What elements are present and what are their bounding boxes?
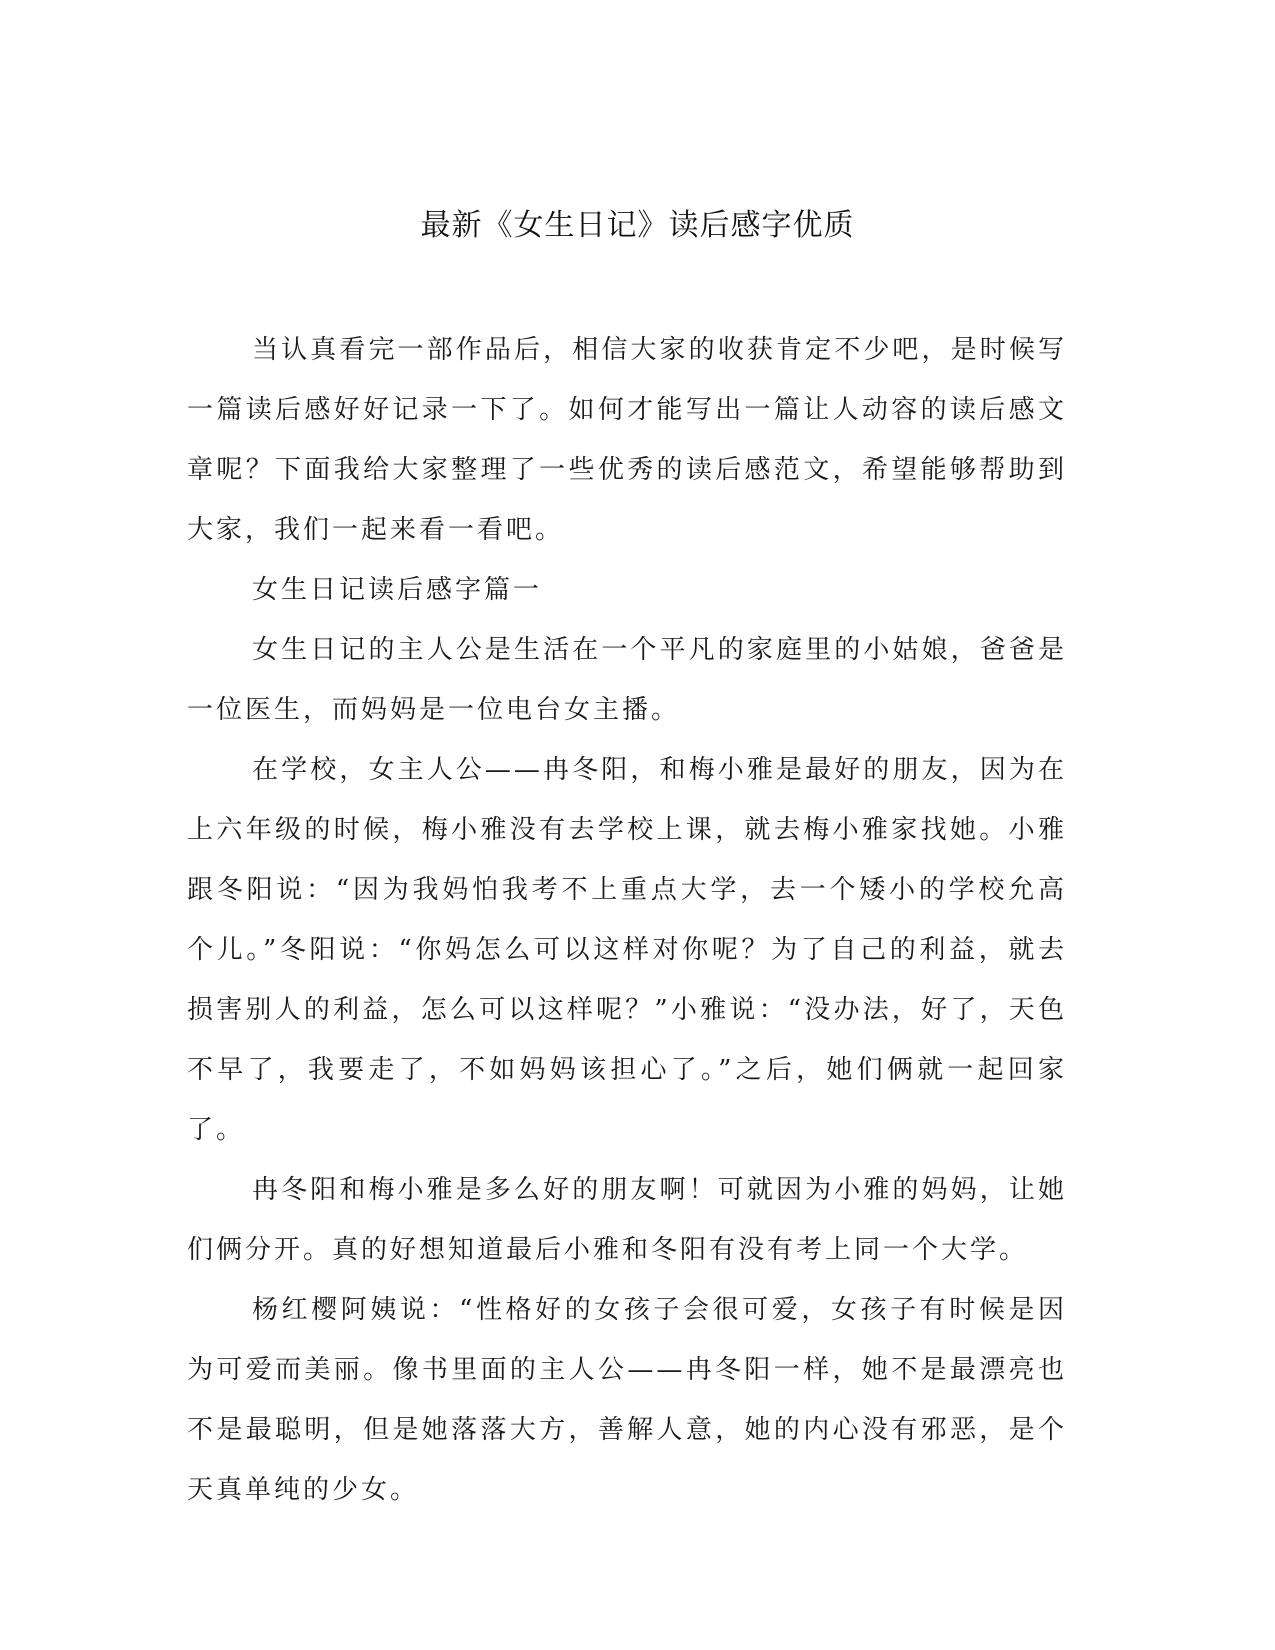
section-heading: 女生日记读后感字篇一 [252, 575, 543, 605]
intro-paragraph: 当认真看完一部作品后，相信大家的收获肯定不少吧，是时候写一篇读后感好好记录一下了。如何才能写出一篇让人动容的读后感文章呢？下面我给大家整理了一些优秀的读后感范文，希望能够帮助到大家，我们一起来看一看吧。 [187, 335, 1067, 545]
body-paragraph: 冉冬阳和梅小雅是多么好的朋友啊！可就因为小雅的妈妈，让她们俩分开。真的好想知道最后小雅和冬阳有没有考上同一个大学。 [187, 1175, 1067, 1265]
body-paragraph: 女生日记的主人公是生活在一个平凡的家庭里的小姑娘，爸爸是一位医生，而妈妈是一位电台女主播。 [187, 635, 1067, 725]
body-paragraph: 杨红樱阿姨说：“性格好的女孩子会很可爱，女孩子有时候是因为可爱而美丽。像书里面的主人公——冉冬阳一样，她不是最漂亮也不是最聪明，但是她落落大方，善解人意，她的内心没有邪恶，是个天真单纯的少女。 [187, 1295, 1067, 1505]
document-body [187, 320, 1067, 1520]
body-paragraph: 在学校，女主人公——冉冬阳，和梅小雅是最好的朋友，因为在上六年级的时候，梅小雅没有去学校上课，就去梅小雅家找她。小雅跟冬阳说：“因为我妈怕我考不上重点大学，去一个矮小的学校允高个儿。”冬阳说：“你妈怎么可以这样对你呢？为了自己的利益，就去损害别人的利益，怎么可以这样呢？”小雅说：“没办法，好了，天色不早了，我要走了，不如妈妈该担心了。”之后，她们俩就一起回家了。 [187, 755, 1067, 1145]
document-title: 最新《女生日记》读后感字优质 [420, 208, 855, 243]
